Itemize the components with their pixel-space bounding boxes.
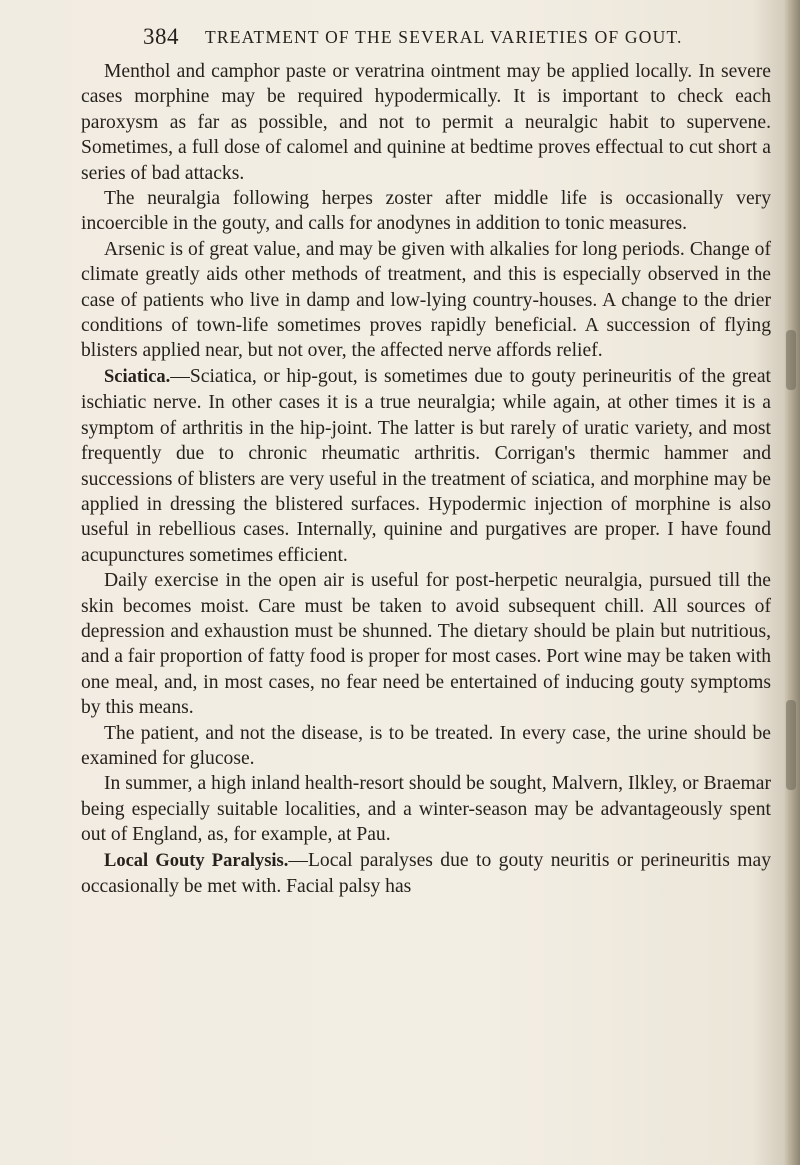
paragraph: [81, 186, 771, 237]
paragraph-text: The neuralgia following herpes zoster after middle life is occasionally very incoercible in the gouty, and calls for anodynes in addition to tonic measures.: [81, 188, 771, 235]
page-number: 384: [143, 24, 179, 49]
paragraph-text: —Sciatica, or hip-gout, is sometimes due to gouty perineuritis of the great ischiatic nerve. In other cases it is a true neuralgia; while again, at other times it is a symptom of arthritis in the hip-joint. The latter is but rarely of uratic variety, and most frequently due to chronic rheumatic arthritis. Corrigan's thermic hammer and successions of blisters are very useful in the treatment of sciatica, and morphine may be applied in dressing the blistered surfaces. Hypodermic injection of morphine is also useful in rebellious cases. Internally, quinine and purgatives are proper. I have found acupunctures sometimes efficient.: [81, 365, 771, 566]
paragraph: [81, 721, 771, 772]
page-edge-shadow: [784, 0, 800, 1165]
paragraph: [81, 237, 771, 364]
paragraph: [81, 59, 771, 186]
paragraph: [81, 364, 771, 568]
paragraph: [81, 848, 771, 900]
paragraph: [81, 771, 771, 847]
paragraph-text: Arsenic is of great value, and may be given with alkalies for long periods. Change of climate greatly aids other methods of treatment, and this is especially observed in the case of patients who live in damp and low-lying country-houses. A change to the drier conditions of town-life sometimes proves rapidly beneficial. A succession of flying blisters applied near, but not over, the affected nerve affords relief.: [81, 238, 771, 362]
section-heading-sciatica: Sciatica.: [104, 366, 171, 387]
paragraph-text: Daily exercise in the open air is useful for post-herpetic neuralgia, pursued till the skin becomes moist. Care must be taken to avoid subsequent chill. All sources of depression and exhaustion must be shunned. The dietary should be plain but nutritious, and a fair proportion of fatty food is proper for most cases. Port wine may be taken with one meal, and, in most cases, no fear need be entertained of inducing gouty symptoms by this means.: [81, 570, 771, 719]
page-edge-stain: [786, 700, 796, 790]
body-text: [81, 59, 771, 899]
paragraph-text: In summer, a high inland health-resort should be sought, Malvern, Ilkley, or Braemar being especially suitable localities, and a winter-season may be advantageously spent out of England, as, for example, at Pau.: [81, 773, 771, 846]
page-edge-stain: [786, 330, 796, 390]
section-heading-local-gouty-paralysis: Local Gouty Paralysis.: [104, 850, 289, 871]
paragraph-text: Menthol and camphor paste or veratrina ointment may be applied locally. In severe cases morphine may be required hypodermically. It is important to check each paroxysm as far as possible, and not to permit a neuralgic habit to supervene. Sometimes, a full dose of calomel and quinine at bedtime proves effectual to cut short a series of bad attacks.: [81, 61, 771, 184]
running-head: [143, 24, 783, 54]
running-title: TREATMENT OF THE SEVERAL VARIETIES OF GOUT.: [205, 27, 683, 47]
paragraph-text: The patient, and not the disease, is to be treated. In every case, the urine should be examined for glucose.: [81, 722, 771, 769]
paragraph: [81, 568, 771, 720]
paragraph-text: —Local paralyses due to gouty neuritis or perineuritis may occasionally be met with. Facial palsy has: [81, 849, 771, 897]
